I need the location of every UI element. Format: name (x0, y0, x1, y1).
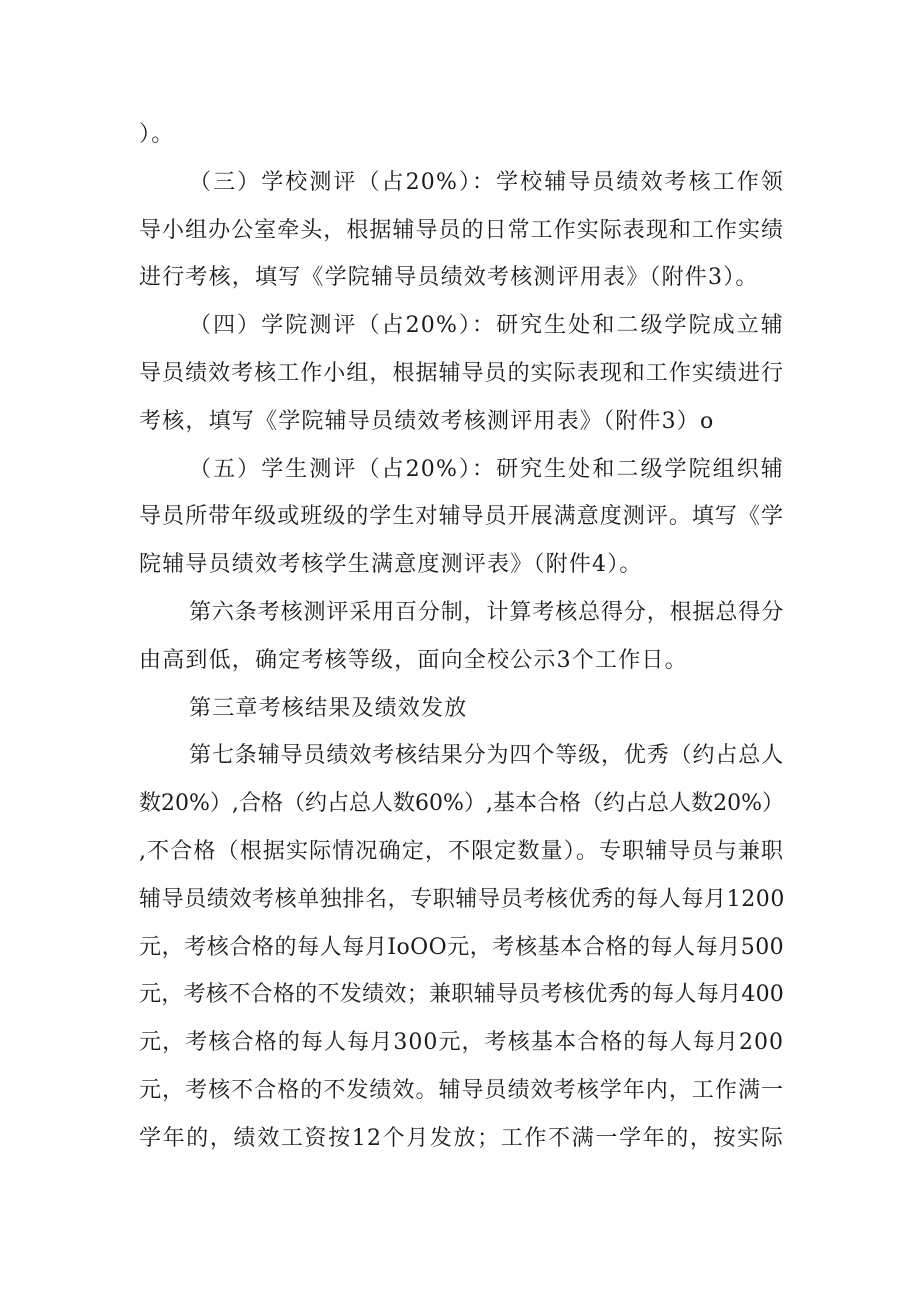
text-line: 辅导员绩效考核单独排名，专职辅导员考核优秀的每人每月1200 (139, 886, 785, 912)
text-line: 进行考核，填写《学院辅导员绩效考核测评用表》（附件3）。 (139, 265, 759, 291)
text-line: 元，考核合格的每人每月IoOO元，考核基本合格的每人每月500 (139, 934, 784, 960)
document-body (139, 111, 784, 1163)
text-line: ,不合格（根据实际情况确定，不限定数量）。专职辅导员与兼职 (139, 838, 784, 864)
text-line: 导员绩效考核工作小组，根据辅导员的实际表现和工作实绩进行 (139, 360, 784, 386)
text-line: 元，考核不合格的不发绩效；兼职辅导员考核优秀的每人每月400 (139, 982, 784, 1008)
text-line: 学年的，绩效工资按12个月发放；工作不满一学年的，按实际 (139, 1125, 784, 1151)
text-line: 考核，填写《学院辅导员绩效考核测评用表》（附件3）o (139, 408, 715, 434)
text-line: 由高到低，确定考核等级，面向全校公示3个工作日。 (139, 647, 688, 673)
text-line: 导小组办公室牵头，根据辅导员的日常工作实际表现和工作实绩 (139, 217, 784, 243)
text-line: （五）学生测评（占20%）：研究生处和二级学院组织辅 (189, 456, 784, 482)
text-line: 导员所带年级或班级的学生对辅导员开展满意度测评。填写《学 (139, 504, 784, 530)
text-line: （三）学校测评（占20%）：学校辅导员绩效考核工作领 (189, 169, 784, 195)
text-line: 元，考核不合格的不发绩效。辅导员绩效考核学年内，工作满一 (139, 1077, 784, 1103)
text-line: 元，考核合格的每人每月300元，考核基本合格的每人每月200 (139, 1030, 784, 1056)
text-line: 院辅导员绩效考核学生满意度测评表》（附件4）。 (139, 552, 643, 578)
text-line: 第七条辅导员绩效考核结果分为四个等级，优秀（约占总人 (189, 743, 784, 769)
text-line: ）。 (139, 122, 175, 147)
text-line: （四）学院测评（占20%）：研究生处和二级学院成立辅 (189, 313, 784, 339)
text-line: 第六条考核测评采用百分制，计算考核总得分，根据总得分 (189, 599, 784, 625)
text-line: 第三章考核结果及绩效发放 (189, 695, 468, 721)
text-line: 数20%）,合格（约占总人数60%）,基本合格（约占总人数20%） (139, 791, 784, 817)
